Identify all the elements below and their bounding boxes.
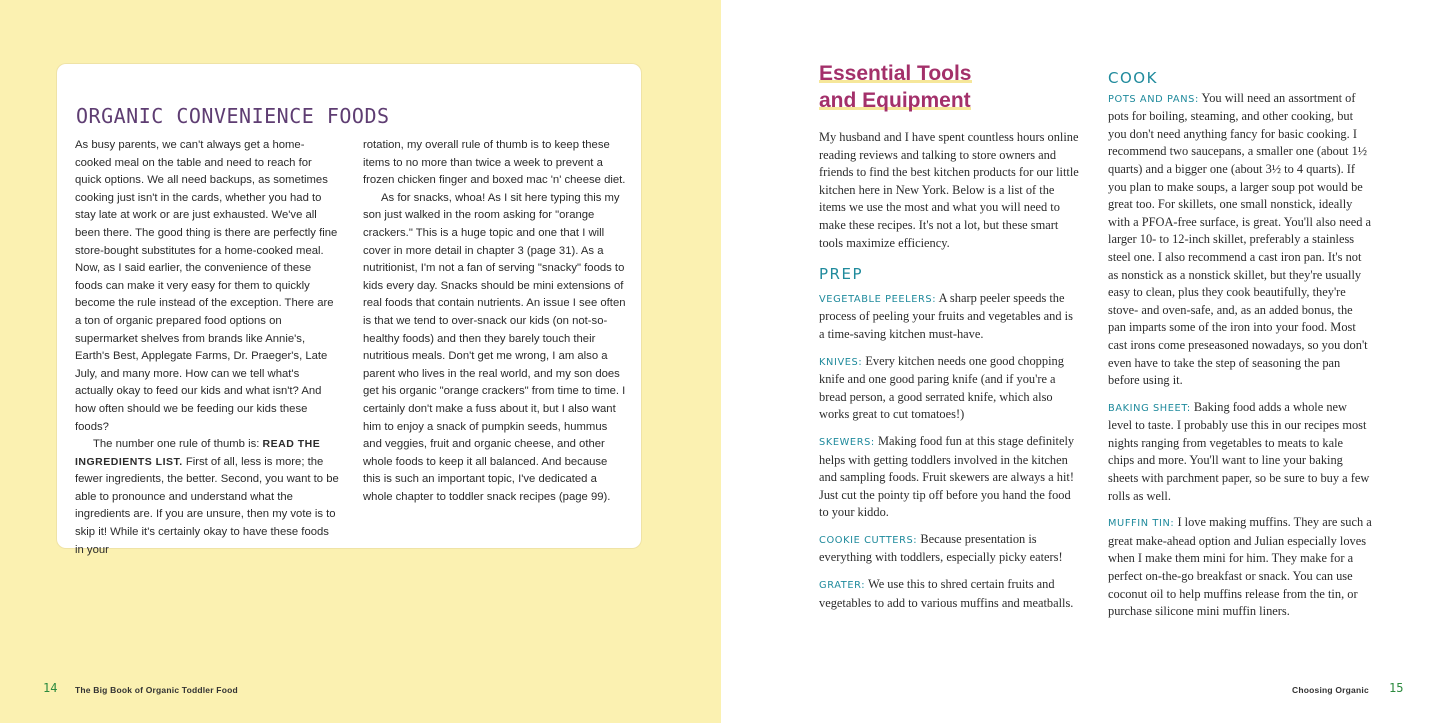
sidebar-paragraph: rotation, my overall rule of thumb is to keep these items to no more than twice a week to prevent a frozen chicken finger and boxed mac 'n' cheese diet. [363,139,626,187]
sidebar-paragraph: As for snacks, whoa! As I sit here typing this my son just walked in the room asking for "orange crackers." This is a huge topic and one that I will cover in more detail in chapter 3 (page 31). As a nutritionist, I'm not a fan of serving "snacky" foods to kids every day. Snacks should be mini extensions of real foods that contain nutrients. An issue I see often is that we tend to over-snack our kids (on not-so-healthy foods) and then they barely touch their nutritious meals. Don't get me wrong, I am also a parent who lives in the real world, and my son does get his organic "orange crackers" from time to time. I certainly don't make a fuss about it, but I also want him to enjoy a snack of pumpkin seeds, hummus and veggies, fruit and organic cheese, and other whole foods to keep it all balanced. And because this is such an important topic, I've dedicated a whole chapter to toddler snack recipes (page 99). [363,191,626,503]
page-number-right: 15 [1389,681,1404,695]
intro-paragraph: My husband and I have spent countless hours online reading reviews and talking to store owners and friends to find the best kitchen products for our little kitchen here in New York. Below is a list of the items we use the most and what you will need to make these recipes. It's not a lot, but these smart tools maximize efficiency. [819,130,1079,250]
equipment-item [819,353,1080,424]
heading-line-1: Essential Tools [819,62,972,85]
equipment-label: SKEWERS: [819,436,875,448]
equipment-description: A sharp peeler speeds the process of peeling your fruits and vegetables and is a time-saving kitchen must-have. [819,290,1073,341]
equipment-description: Because presentation is everything with toddlers, especially picky eaters! [819,531,1063,565]
equipment-label: BAKING SHEET: [1108,402,1191,414]
sidebar-title: ORGANIC CONVENIENCE FOODS [76,104,390,128]
equipment-description: We use this to shred certain fruits and vegetables to add to various muffins and meatballs. [819,577,1074,610]
cook-heading: COOK [1108,69,1158,87]
sidebar-paragraph: As busy parents, we can't always get a home-cooked meal on the table and need to reach for quick options. We all need backups, as sometimes cooking just isn't in the cards, whether you had to stay late at work or are just exhausted. We've all been there. The good thing is there are perfectly fine store-bought substitutes for a home-cooked meal. Now, as I said earlier, the convenience of these foods can make it very easy for them to quickly become the rule instead of the exception. There are a ton of organic prepared food options on supermarket shelves from brands like Annie's, Earth's Best, Applegate Farms, Dr. Praeger's, Late July, and many more. How can we tell what's actually okay to feed our kids and what isn't? And how often should we be feeding our kids these foods? [75,139,338,433]
running-footer-right: Choosing Organic [1292,685,1369,695]
equipment-item [1108,399,1372,506]
cook-list [1108,90,1372,621]
equipment-description: Making food fun at this stage definitely helps with getting toddlers involved in the kitchen and sampling foods. Fruit skewers are always a hit! Just cut the pointy tip off before you hand the food to your kiddo. [819,433,1075,520]
equipment-item [1108,90,1372,390]
equipment-description: Baking food adds a whole new level to taste. I probably use this in our recipes most nights ranging from vegetables to meats to kale chips and more. You'll want to line your baking sheets with parchment paper, so be sure to buy a few rolls as well. [1108,399,1370,503]
equipment-item [819,290,1080,344]
equipment-description: I love making muffins. They are such a great make-ahead option and Julian especially loves when I make them mini for him. They make for a perfect on-the-go breakfast or snack. You can use coconut oil to help muffins release from the tin, or purchase silicone mini muffin liners. [1108,515,1372,619]
right-column-1 [819,129,1080,621]
sidebar-paragraph [75,436,339,559]
equipment-item [819,531,1080,567]
equipment-label: MUFFIN TIN: [1108,518,1175,530]
sidebar-text: First of all, less is more; the fewer ingredients, the better. Second, you want to be able to pronounce and understand what the ingredients are. If you are unsure, then my vote is to skip it! While it's certainly okay to have these foods in your [75,455,339,556]
equipment-label: POTS AND PANS: [1108,93,1199,105]
page-number-left: 14 [43,681,58,695]
equipment-label: GRATER: [819,580,866,592]
equipment-label: VEGETABLE PEELERS: [819,293,937,305]
prep-list [819,290,1080,613]
equipment-label: COOKIE CUTTERS: [819,534,918,546]
right-column-2 [1108,70,1372,630]
equipment-item [819,433,1080,522]
emphasis-text: READ THE INGREDIENTS LIST. [75,438,321,468]
prep-heading: PREP [819,265,863,284]
section-heading [819,60,972,114]
equipment-description: You will need an assortment of pots for boiling, steaming, and other cooking, but you don't need anything fancy for basic cooking. I recommend two saucepans, a smaller one (about 1½ quarts) and a bigger one (about 3½ to 4 quarts). If you plan to make soups, a larger soup pot would be great too. For skillets, one small nonstick, ideally with a PFOA-free surface, is great. You'll also need a larger 10- to 12-inch skillet, preferably a stainless steel one. I also recommend a cast iron pan. It's not as nonstick as a nonstick skillet, but they're usually easy to clean, plus they cook beautifully, they're stove- and oven-safe, and, as an added bonus, the pan imparts some of the iron into your food. Most cast irons come preseasoned nowadays, so you don't even have to take the step of seasoning the pan before using it. [1108,90,1372,388]
heading-line-2: and Equipment [819,89,971,112]
equipment-item [1108,514,1372,621]
sidebar-column-2 [363,137,627,506]
equipment-label: KNIVES: [819,356,863,368]
equipment-description: Every kitchen needs one good chopping knife and one good paring knife (and if you're a bread person, a good serrated knife, which also works great to cut tomatoes!) [819,353,1064,422]
running-footer-left: The Big Book of Organic Toddler Food [75,685,238,695]
sidebar-column-1 [75,137,339,559]
sidebar-text: The number one rule of thumb is: [93,438,263,451]
equipment-item [819,576,1080,612]
